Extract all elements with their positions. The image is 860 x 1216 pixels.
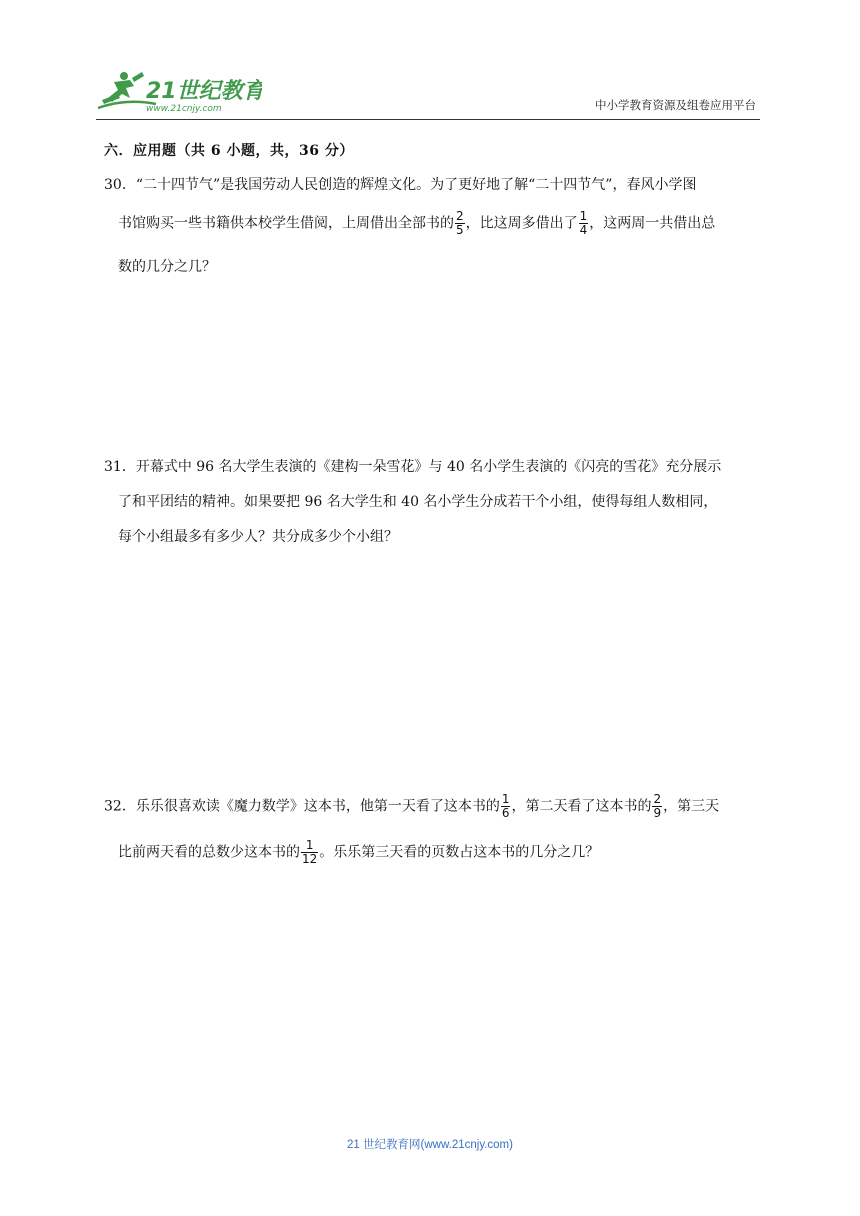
q31-line-2: 了和平团结的精神。如果要把 96 名大学生和 40 名小学生分成若干个小组，使得每组人数相同， <box>118 494 718 510</box>
q32-text-d: 比前两天看的总数少这本书的 <box>118 844 300 861</box>
q30-text-b: ，比这周多借出了 <box>465 215 578 232</box>
fraction-1-12: $\frac{1}{12}$ <box>302 838 318 866</box>
q32-text-e: 。乐乐第三天看的页数占这本书的几分之几？ <box>319 844 600 861</box>
q31-line-3: 每个小组最多有多少人？共分成多少个小组？ <box>118 529 398 545</box>
q32-line-1 <box>104 793 719 820</box>
section-title: 六．应用题（共 6 小题，共，36 分） <box>104 143 354 159</box>
fraction-1-6: $\frac{1}{6}$ <box>501 792 510 820</box>
header-divider <box>96 119 760 120</box>
q30-text-a: 书馆购买一些书籍供本校学生借阅，上周借出全部书的 <box>118 215 454 232</box>
q32-text-c: ，第三天 <box>663 798 720 815</box>
q30-line-1: 30．“二十四节气”是我国劳动人民创造的辉煌文化。为了更好地了解“二十四节气”，春风小学图 <box>104 177 697 193</box>
fraction-2-9: $\frac{2}{9}$ <box>653 792 662 820</box>
q32-text-a: 32．乐乐很喜欢读《魔力数学》这本书，他第一天看了这本书的 <box>104 798 500 815</box>
q30-line-2 <box>118 210 715 237</box>
q32-line-2 <box>118 839 599 866</box>
logo-wordmark: 21世纪教育 <box>146 79 262 104</box>
q30-text-c: ，这两周一共借出总 <box>589 215 716 232</box>
platform-tagline: 中小学教育资源及组卷应用平台 <box>595 98 756 112</box>
footer-link[interactable]: 21 世纪教育网(www.21cnjy.com) <box>347 1139 513 1151</box>
q32-text-b: ，第二天看了这本书的 <box>511 798 652 815</box>
logo <box>96 68 262 116</box>
fraction-1-4: $\frac{1}{4}$ <box>579 209 588 237</box>
q31-line-1: 31．开幕式中 96 名大学生表演的《建构一朵雪花》与 40 名小学生表演的《闪亮的雪花》充分展示 <box>104 459 722 475</box>
fraction-2-5: $\frac{2}{5}$ <box>456 209 464 237</box>
logo-url: www.21cnjy.com <box>146 104 222 114</box>
q30-line-3: 数的几分之几？ <box>118 259 216 275</box>
